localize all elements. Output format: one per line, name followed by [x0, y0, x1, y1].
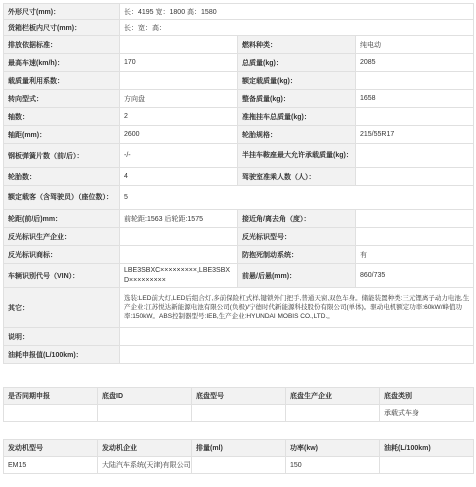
track-width-label: 轮距(前/后)mm：: [4, 210, 120, 228]
chassis-header-row: [4, 388, 474, 405]
other-label: 其它：: [4, 288, 120, 328]
chassis-data-cell: [4, 405, 98, 422]
spec-row-passengers: [4, 186, 474, 210]
chassis-header-cell: 底盘型号: [192, 388, 286, 405]
tire-spec-label: 轮胎规格：: [238, 126, 356, 144]
gross-mass-value: 2085: [356, 54, 474, 72]
max-speed-label: 最高车速(km/h)：: [4, 54, 120, 72]
vin-line-1: LBE3SBXC×××××××××,LBE3SBX: [124, 266, 231, 274]
engine-header-cell: 发动机型号: [4, 440, 98, 457]
tire-spec-value: 215/55R17: [356, 126, 474, 144]
max-speed-value: 170: [120, 54, 238, 72]
tire-count-value: 4: [120, 168, 238, 186]
spec-row-wheelbase: [4, 126, 474, 144]
saddle-load-label: 半挂车鞍座最大允许承载质量(kg)：: [238, 144, 356, 168]
chassis-header-cell: 底盘生产企业: [286, 388, 380, 405]
chassis-table: [3, 387, 474, 422]
overhang-label: 前悬/后悬(mm)：: [238, 264, 356, 288]
emission-standard-label: 排放依据标准：: [4, 36, 120, 54]
fuel-consumption-value: [120, 346, 474, 364]
spec-row-reflector: [4, 228, 474, 246]
abs-value: 有: [356, 246, 474, 264]
dimensions-value: 长：4195 宽：1800 高：1580: [120, 4, 474, 20]
curb-mass-label: 整备质量(kg)：: [238, 90, 356, 108]
steering-value: 方向盘: [120, 90, 238, 108]
spec-row-brand-abs: [4, 246, 474, 264]
curb-mass-value: 1658: [356, 90, 474, 108]
passenger-capacity-value: 5: [120, 186, 474, 210]
load-utilization-label: 载质量利用系数：: [4, 72, 120, 90]
cargo-dimensions-label: 货箱栏板内尺寸(mm)：: [4, 20, 120, 36]
axles-label: 轴数：: [4, 108, 120, 126]
spec-row-other: [4, 288, 474, 328]
dimensions-label: 外形尺寸(mm)：: [4, 4, 120, 20]
reflector-brand-label: 反光标识商标：: [4, 246, 120, 264]
semi-trailer-mass-label: 准拖挂车总质量(kg)：: [238, 108, 356, 126]
spec-row-steering: [4, 90, 474, 108]
chassis-data-cell: [192, 405, 286, 422]
approach-angle-value: [356, 210, 474, 228]
chassis-data-row: [4, 405, 474, 422]
track-width-value: 前轮距:1563 后轮距:1575: [120, 210, 238, 228]
engine-data-cell: [380, 457, 474, 474]
cab-capacity-value: [356, 168, 474, 186]
rated-load-value: [356, 72, 474, 90]
chassis-data-cell: [98, 405, 192, 422]
engine-data-cell: 150: [286, 457, 380, 474]
note-value: [120, 328, 474, 346]
engine-header-cell: 功率(kw): [286, 440, 380, 457]
spec-row-tires: [4, 168, 474, 186]
engine-data-cell: EM15: [4, 457, 98, 474]
spec-row-speed: [4, 54, 474, 72]
vehicle-spec-table: [3, 3, 474, 364]
spec-row-vin: [4, 264, 474, 288]
tire-count-label: 轮胎数：: [4, 168, 120, 186]
engine-data-cell: 大陆汽车系统(天津)有限公司: [98, 457, 192, 474]
other-value: 选装:LED前大灯,LED后组合灯,多前保险杠式样,键锁外门把手,普通天窗,双色车身。储能装置种类:三元锂离子动力电池,生产企业:江苏悦达新能源电池有限公司(负极)/宁德时代新能源科技股份有限公司(单体)。驱动电机额定功率:60kW/峰值功率:150kW。ABS控制器型号:IEB,生产企业:HYUNDAI MOBIS CO.,LTD.。: [120, 288, 474, 328]
spec-row-fuel-consumption: [4, 346, 474, 364]
engine-table: [3, 439, 474, 474]
passenger-capacity-label: 额定载客（含驾驶员）（座位数）：: [4, 186, 120, 210]
load-utilization-value: [120, 72, 238, 90]
spec-row-cargo: [4, 20, 474, 36]
chassis-header-cell: 是否同期申报: [4, 388, 98, 405]
spec-row-dimensions: [4, 4, 474, 20]
engine-header-cell: 油耗(L/100km): [380, 440, 474, 457]
vin-value: [120, 264, 238, 288]
engine-header-cell: 发动机企业: [98, 440, 192, 457]
gross-mass-label: 总质量(kg)：: [238, 54, 356, 72]
spring-leaves-label: 钢板弹簧片数（前/后）：: [4, 144, 120, 168]
semi-trailer-mass-value: [356, 108, 474, 126]
spec-row-emission: [4, 36, 474, 54]
axles-value: 2: [120, 108, 238, 126]
reflector-manufacturer-value: [120, 228, 238, 246]
fuel-type-label: 燃料种类：: [238, 36, 356, 54]
emission-standard-value: [120, 36, 238, 54]
spec-row-load: [4, 72, 474, 90]
overhang-value: 860/735: [356, 264, 474, 288]
approach-angle-label: 接近角/离去角（度）：: [238, 210, 356, 228]
vin-label: 车辆识别代号（VIN）：: [4, 264, 120, 288]
engine-header-cell: 排量(ml): [192, 440, 286, 457]
rated-load-label: 额定载质量(kg)：: [238, 72, 356, 90]
spec-row-note: [4, 328, 474, 346]
spec-row-track: [4, 210, 474, 228]
wheelbase-value: 2600: [120, 126, 238, 144]
reflector-brand-value: [120, 246, 238, 264]
chassis-header-cell: 底盘类别: [380, 388, 474, 405]
abs-label: 防抱死制动系统：: [238, 246, 356, 264]
steering-label: 转向型式：: [4, 90, 120, 108]
chassis-data-cell: [286, 405, 380, 422]
fuel-type-value: 纯电动: [356, 36, 474, 54]
vin-line-2: D×××××××××: [124, 276, 166, 284]
spring-leaves-value: -/-: [120, 144, 238, 168]
chassis-header-cell: 底盘ID: [98, 388, 192, 405]
spec-row-spring: [4, 144, 474, 168]
wheelbase-label: 轴距(mm)：: [4, 126, 120, 144]
reflector-model-value: [356, 228, 474, 246]
cab-capacity-label: 驾驶室准乘人数（人）：: [238, 168, 356, 186]
fuel-consumption-label: 油耗申报值(L/100km)：: [4, 346, 120, 364]
reflector-model-label: 反光标识型号：: [238, 228, 356, 246]
engine-data-row: [4, 457, 474, 474]
engine-header-row: [4, 440, 474, 457]
cargo-dimensions-value: 长：宽：高：: [120, 20, 474, 36]
saddle-load-value: [356, 144, 474, 168]
chassis-data-cell: 承载式车身: [380, 405, 474, 422]
engine-data-cell: [192, 457, 286, 474]
spec-row-axles: [4, 108, 474, 126]
reflector-manufacturer-label: 反光标识生产企业：: [4, 228, 120, 246]
note-label: 说明：: [4, 328, 120, 346]
